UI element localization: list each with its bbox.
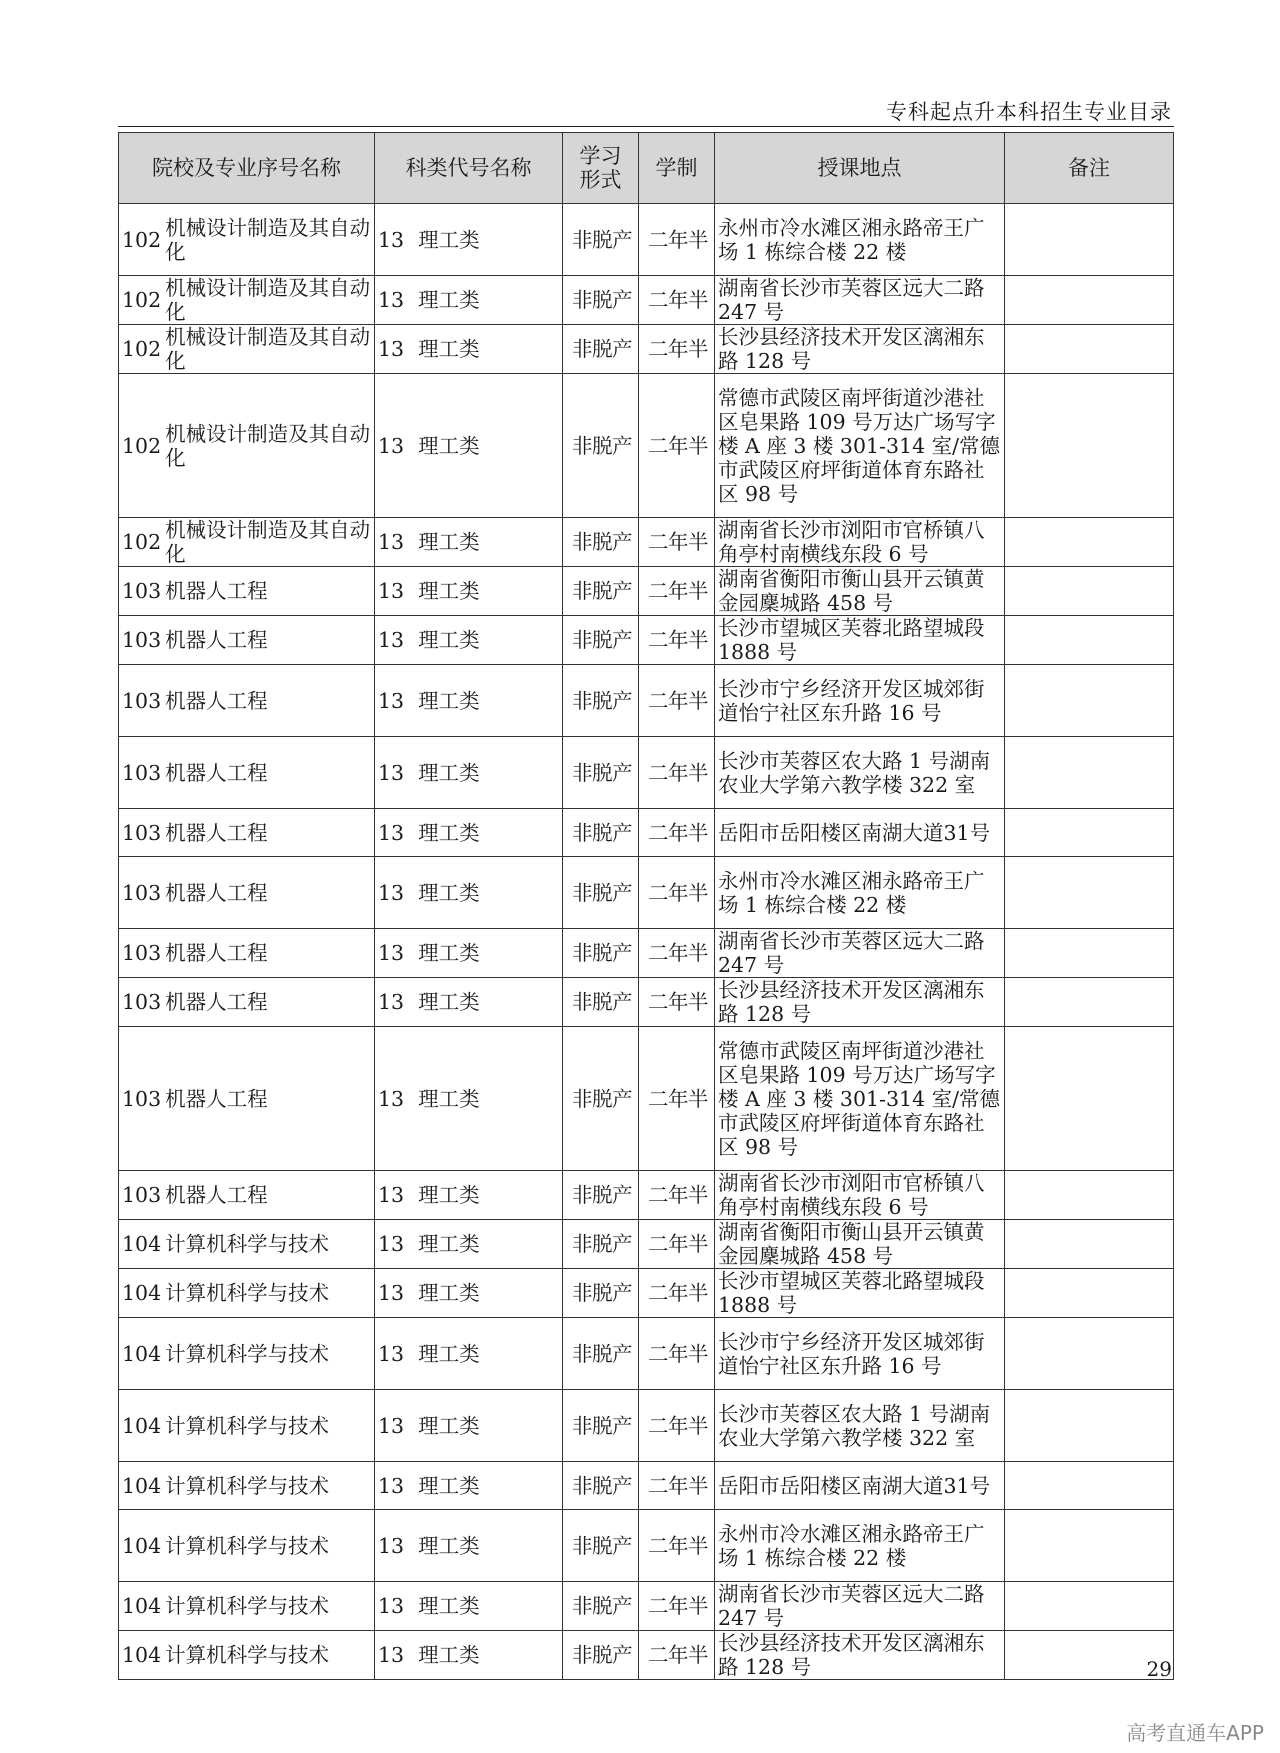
program-code: 104 (122, 1594, 162, 1618)
table-body (119, 204, 1174, 1680)
program-cell (119, 929, 375, 978)
subject-name: 理工类 (418, 288, 480, 312)
duration-cell: 二年半 (639, 1462, 715, 1510)
study-mode-cell: 非脱产 (563, 567, 639, 616)
remarks-cell (1005, 1462, 1174, 1510)
location-cell: 长沙市望城区芙蓉北路望城段 1888 号 (715, 616, 1005, 665)
program-name: 机械设计制造及其自动化 (165, 421, 371, 470)
duration-cell: 二年半 (639, 1269, 715, 1318)
duration-cell: 二年半 (639, 325, 715, 374)
study-mode-cell: 非脱产 (563, 978, 639, 1027)
remarks-cell (1005, 857, 1174, 929)
study-mode-cell: 非脱产 (563, 1631, 639, 1680)
program-code: 102 (122, 337, 162, 361)
location-cell: 长沙县经济技术开发区漓湘东路 128 号 (715, 1631, 1005, 1680)
table-row (119, 1269, 1174, 1318)
program-cell (119, 1462, 375, 1510)
subject-cell (375, 616, 563, 665)
location-cell: 湖南省长沙市芙蓉区远大二路 247 号 (715, 929, 1005, 978)
subject-cell (375, 1631, 563, 1680)
duration-cell: 二年半 (639, 1171, 715, 1220)
column-header-mode: 学习 形式 (563, 133, 639, 204)
subject-cell (375, 929, 563, 978)
duration-cell: 二年半 (639, 374, 715, 518)
program-name: 计算机科学与技术 (165, 1232, 330, 1256)
program-cell (119, 616, 375, 665)
location-cell: 岳阳市岳阳楼区南湖大道31号 (715, 809, 1005, 857)
program-cell (119, 1631, 375, 1680)
subject-cell (375, 1220, 563, 1269)
location-cell: 永州市冷水滩区湘永路帝王广场 1 栋综合楼 22 楼 (715, 1510, 1005, 1582)
subject-name: 理工类 (418, 1281, 480, 1305)
subject-cell (375, 325, 563, 374)
subject-code: 13 (378, 1473, 405, 1498)
table-row (119, 567, 1174, 616)
program-code: 103 (122, 1183, 162, 1207)
subject-cell (375, 518, 563, 567)
location-cell: 长沙市宁乡经济开发区城郊街道怡宁社区东升路 16 号 (715, 1318, 1005, 1390)
study-mode-cell: 非脱产 (563, 374, 639, 518)
subject-cell (375, 276, 563, 325)
location-cell: 长沙县经济技术开发区漓湘东路 128 号 (715, 325, 1005, 374)
remarks-cell (1005, 1582, 1174, 1631)
program-cell (119, 1390, 375, 1462)
table-row (119, 809, 1174, 857)
program-code: 104 (122, 1341, 162, 1366)
table-row (119, 204, 1174, 276)
subject-code: 13 (378, 1086, 405, 1111)
program-name: 机器人工程 (165, 941, 268, 965)
subject-code: 13 (378, 433, 405, 458)
study-mode-cell: 非脱产 (563, 665, 639, 737)
program-cell (119, 665, 375, 737)
location-cell: 长沙县经济技术开发区漓湘东路 128 号 (715, 978, 1005, 1027)
study-mode-cell: 非脱产 (563, 518, 639, 567)
table-row (119, 1582, 1174, 1631)
subject-name: 理工类 (418, 530, 480, 554)
program-code: 103 (122, 1086, 162, 1111)
column-header-subject: 科类代号名称 (375, 133, 563, 204)
duration-cell: 二年半 (639, 857, 715, 929)
program-name: 计算机科学与技术 (165, 1413, 330, 1438)
subject-cell (375, 1318, 563, 1390)
location-cell: 湖南省衡阳市衡山县开云镇黄金园麇城路 458 号 (715, 1220, 1005, 1269)
table-row (119, 518, 1174, 567)
program-name: 机器人工程 (165, 880, 268, 905)
duration-cell: 二年半 (639, 1318, 715, 1390)
remarks-cell (1005, 276, 1174, 325)
table-row (119, 1390, 1174, 1462)
subject-name: 理工类 (418, 1232, 480, 1256)
study-mode-cell: 非脱产 (563, 276, 639, 325)
table-row (119, 1510, 1174, 1582)
subject-code: 13 (378, 941, 405, 965)
subject-code: 13 (378, 760, 405, 785)
study-mode-cell: 非脱产 (563, 1390, 639, 1462)
column-header-location: 授课地点 (715, 133, 1005, 204)
program-code: 103 (122, 688, 162, 713)
remarks-cell (1005, 1027, 1174, 1171)
program-code: 102 (122, 433, 162, 458)
subject-cell (375, 1582, 563, 1631)
subject-name: 理工类 (418, 990, 480, 1014)
table-row (119, 1631, 1174, 1680)
table-row (119, 857, 1174, 929)
duration-cell: 二年半 (639, 665, 715, 737)
remarks-cell (1005, 809, 1174, 857)
program-code: 104 (122, 1473, 162, 1498)
duration-cell: 二年半 (639, 276, 715, 325)
program-code: 103 (122, 880, 162, 905)
subject-code: 13 (378, 688, 405, 713)
study-mode-cell: 非脱产 (563, 1027, 639, 1171)
study-mode-cell: 非脱产 (563, 1510, 639, 1582)
subject-cell (375, 1462, 563, 1510)
remarks-cell (1005, 1269, 1174, 1318)
program-name: 机器人工程 (165, 1183, 268, 1207)
program-cell (119, 1510, 375, 1582)
remarks-cell (1005, 1171, 1174, 1220)
duration-cell: 二年半 (639, 616, 715, 665)
table-row (119, 665, 1174, 737)
subject-name: 理工类 (418, 880, 480, 905)
program-cell (119, 567, 375, 616)
program-code: 103 (122, 628, 162, 652)
location-cell: 长沙市芙蓉区农大路 1 号湖南农业大学第六教学楼 322 室 (715, 1390, 1005, 1462)
program-cell (119, 1269, 375, 1318)
subject-cell (375, 204, 563, 276)
subject-name: 理工类 (418, 688, 480, 713)
table-row (119, 929, 1174, 978)
duration-cell: 二年半 (639, 567, 715, 616)
duration-cell: 二年半 (639, 809, 715, 857)
program-name: 计算机科学与技术 (165, 1281, 330, 1305)
subject-cell (375, 665, 563, 737)
subject-code: 13 (378, 880, 405, 905)
subject-code: 13 (378, 1413, 405, 1438)
remarks-cell (1005, 616, 1174, 665)
program-code: 103 (122, 941, 162, 965)
remarks-cell (1005, 978, 1174, 1027)
subject-code: 13 (378, 1533, 405, 1558)
program-name: 机械设计制造及其自动化 (165, 518, 371, 566)
remarks-cell (1005, 1318, 1174, 1390)
program-cell (119, 374, 375, 518)
table-row (119, 1318, 1174, 1390)
subject-name: 理工类 (418, 628, 480, 652)
program-name: 计算机科学与技术 (165, 1473, 330, 1498)
subject-name: 理工类 (418, 433, 480, 458)
subject-name: 理工类 (418, 1594, 480, 1618)
subject-cell (375, 1171, 563, 1220)
duration-cell: 二年半 (639, 1390, 715, 1462)
table-row (119, 737, 1174, 809)
subject-name: 理工类 (418, 227, 480, 252)
subject-cell (375, 857, 563, 929)
program-name: 计算机科学与技术 (165, 1533, 330, 1558)
duration-cell: 二年半 (639, 1582, 715, 1631)
duration-cell: 二年半 (639, 1631, 715, 1680)
subject-code: 13 (378, 288, 405, 312)
subject-cell (375, 374, 563, 518)
location-cell: 湖南省长沙市芙蓉区远大二路 247 号 (715, 276, 1005, 325)
program-cell (119, 1027, 375, 1171)
program-cell (119, 857, 375, 929)
program-code: 104 (122, 1232, 162, 1256)
table-header-row (119, 133, 1174, 204)
table-row (119, 276, 1174, 325)
subject-name: 理工类 (418, 1341, 480, 1366)
program-name: 机器人工程 (165, 688, 268, 713)
program-catalog-table (118, 132, 1174, 1680)
subject-name: 理工类 (418, 579, 480, 603)
duration-cell: 二年半 (639, 1027, 715, 1171)
program-name: 计算机科学与技术 (165, 1341, 330, 1366)
subject-code: 13 (378, 1643, 405, 1667)
remarks-cell (1005, 567, 1174, 616)
location-cell: 长沙市望城区芙蓉北路望城段 1888 号 (715, 1269, 1005, 1318)
remarks-cell (1005, 665, 1174, 737)
subject-name: 理工类 (418, 820, 480, 845)
duration-cell: 二年半 (639, 204, 715, 276)
subject-cell (375, 809, 563, 857)
program-cell (119, 276, 375, 325)
subject-code: 13 (378, 1183, 405, 1207)
study-mode-cell: 非脱产 (563, 1462, 639, 1510)
program-cell (119, 737, 375, 809)
duration-cell: 二年半 (639, 929, 715, 978)
remarks-cell (1005, 1390, 1174, 1462)
location-cell: 湖南省衡阳市衡山县开云镇黄金园麇城路 458 号 (715, 567, 1005, 616)
subject-code: 13 (378, 579, 405, 603)
program-cell (119, 978, 375, 1027)
subject-code: 13 (378, 990, 405, 1014)
duration-cell: 二年半 (639, 737, 715, 809)
subject-code: 13 (378, 227, 405, 252)
subject-name: 理工类 (418, 941, 480, 965)
header-rule (118, 126, 1174, 127)
study-mode-cell: 非脱产 (563, 325, 639, 374)
subject-name: 理工类 (418, 1533, 480, 1558)
study-mode-cell: 非脱产 (563, 809, 639, 857)
study-mode-cell: 非脱产 (563, 1220, 639, 1269)
location-cell: 长沙市宁乡经济开发区城郊街道怡宁社区东升路 16 号 (715, 665, 1005, 737)
page-number: 29 (1146, 1657, 1172, 1681)
study-mode-cell: 非脱产 (563, 1269, 639, 1318)
table-row (119, 1027, 1174, 1171)
column-header-duration: 学制 (639, 133, 715, 204)
watermark-text: 高考直通车APP (1126, 1721, 1264, 1745)
remarks-cell (1005, 325, 1174, 374)
subject-code: 13 (378, 1281, 405, 1305)
table-row (119, 325, 1174, 374)
subject-code: 13 (378, 1232, 405, 1256)
study-mode-cell: 非脱产 (563, 1171, 639, 1220)
program-code: 104 (122, 1281, 162, 1305)
remarks-cell (1005, 1510, 1174, 1582)
program-code: 104 (122, 1643, 162, 1667)
subject-name: 理工类 (418, 337, 480, 361)
remarks-cell (1005, 737, 1174, 809)
location-cell: 湖南省长沙市浏阳市官桥镇八角亭村南横线东段 6 号 (715, 518, 1005, 567)
remarks-cell (1005, 374, 1174, 518)
remarks-cell (1005, 1220, 1174, 1269)
program-code: 103 (122, 990, 162, 1014)
program-name: 机械设计制造及其自动化 (165, 276, 371, 324)
program-cell (119, 1220, 375, 1269)
subject-name: 理工类 (418, 1413, 480, 1438)
program-code: 103 (122, 820, 162, 845)
subject-cell (375, 1027, 563, 1171)
running-header: 专科起点升本科招生专业目录 (886, 100, 1172, 124)
study-mode-cell: 非脱产 (563, 1582, 639, 1631)
program-code: 104 (122, 1413, 162, 1438)
subject-cell (375, 1510, 563, 1582)
subject-cell (375, 567, 563, 616)
program-cell (119, 1318, 375, 1390)
program-name: 机械设计制造及其自动化 (165, 325, 371, 373)
program-name: 计算机科学与技术 (165, 1643, 330, 1667)
table-row (119, 1462, 1174, 1510)
location-cell: 常德市武陵区南坪街道沙港社区皂果路 109 号万达广场写字楼 A 座 3 楼 301-314 室/常德市武陵区府坪街道体育东路社区 98 号 (715, 1027, 1005, 1171)
remarks-cell (1005, 929, 1174, 978)
program-cell (119, 204, 375, 276)
subject-cell (375, 1390, 563, 1462)
program-code: 103 (122, 760, 162, 785)
study-mode-cell: 非脱产 (563, 616, 639, 665)
program-name: 机器人工程 (165, 628, 268, 652)
program-cell (119, 518, 375, 567)
program-name: 机器人工程 (165, 820, 268, 845)
remarks-cell (1005, 204, 1174, 276)
subject-name: 理工类 (418, 1183, 480, 1207)
subject-code: 13 (378, 337, 405, 361)
subject-code: 13 (378, 530, 405, 554)
table-row (119, 374, 1174, 518)
study-mode-cell: 非脱产 (563, 857, 639, 929)
study-mode-cell: 非脱产 (563, 929, 639, 978)
program-cell (119, 1171, 375, 1220)
subject-code: 13 (378, 1341, 405, 1366)
program-cell (119, 809, 375, 857)
location-cell: 常德市武陵区南坪街道沙港社区皂果路 109 号万达广场写字楼 A 座 3 楼 301-314 室/常德市武陵区府坪街道体育东路社区 98 号 (715, 374, 1005, 518)
subject-code: 13 (378, 628, 405, 652)
subject-cell (375, 1269, 563, 1318)
location-cell: 永州市冷水滩区湘永路帝王广场 1 栋综合楼 22 楼 (715, 204, 1005, 276)
table-row (119, 978, 1174, 1027)
duration-cell: 二年半 (639, 1220, 715, 1269)
program-name: 机器人工程 (165, 1086, 268, 1111)
subject-cell (375, 737, 563, 809)
program-code: 104 (122, 1533, 162, 1558)
duration-cell: 二年半 (639, 1510, 715, 1582)
column-header-remarks: 备注 (1005, 133, 1174, 204)
program-name: 计算机科学与技术 (165, 1594, 330, 1618)
duration-cell: 二年半 (639, 978, 715, 1027)
table-row (119, 1220, 1174, 1269)
program-name: 机械设计制造及其自动化 (165, 215, 371, 264)
study-mode-cell: 非脱产 (563, 1318, 639, 1390)
subject-name: 理工类 (418, 760, 480, 785)
location-cell: 湖南省长沙市浏阳市官桥镇八角亭村南横线东段 6 号 (715, 1171, 1005, 1220)
column-header-program: 院校及专业序号名称 (119, 133, 375, 204)
location-cell: 湖南省长沙市芙蓉区远大二路 247 号 (715, 1582, 1005, 1631)
subject-cell (375, 978, 563, 1027)
subject-name: 理工类 (418, 1643, 480, 1667)
remarks-cell (1005, 518, 1174, 567)
program-cell (119, 325, 375, 374)
study-mode-cell: 非脱产 (563, 204, 639, 276)
program-code: 102 (122, 288, 162, 312)
program-code: 102 (122, 227, 162, 252)
duration-cell: 二年半 (639, 518, 715, 567)
program-cell (119, 1582, 375, 1631)
subject-code: 13 (378, 820, 405, 845)
program-name: 机器人工程 (165, 760, 268, 785)
subject-code: 13 (378, 1594, 405, 1618)
location-cell: 长沙市芙蓉区农大路 1 号湖南农业大学第六教学楼 322 室 (715, 737, 1005, 809)
table-row (119, 1171, 1174, 1220)
location-cell: 岳阳市岳阳楼区南湖大道31号 (715, 1462, 1005, 1510)
program-code: 103 (122, 579, 162, 603)
study-mode-cell: 非脱产 (563, 737, 639, 809)
table-row (119, 616, 1174, 665)
subject-name: 理工类 (418, 1473, 480, 1498)
program-code: 102 (122, 530, 162, 554)
subject-name: 理工类 (418, 1086, 480, 1111)
program-name: 机器人工程 (165, 990, 268, 1014)
location-cell: 永州市冷水滩区湘永路帝王广场 1 栋综合楼 22 楼 (715, 857, 1005, 929)
program-name: 机器人工程 (165, 579, 268, 603)
